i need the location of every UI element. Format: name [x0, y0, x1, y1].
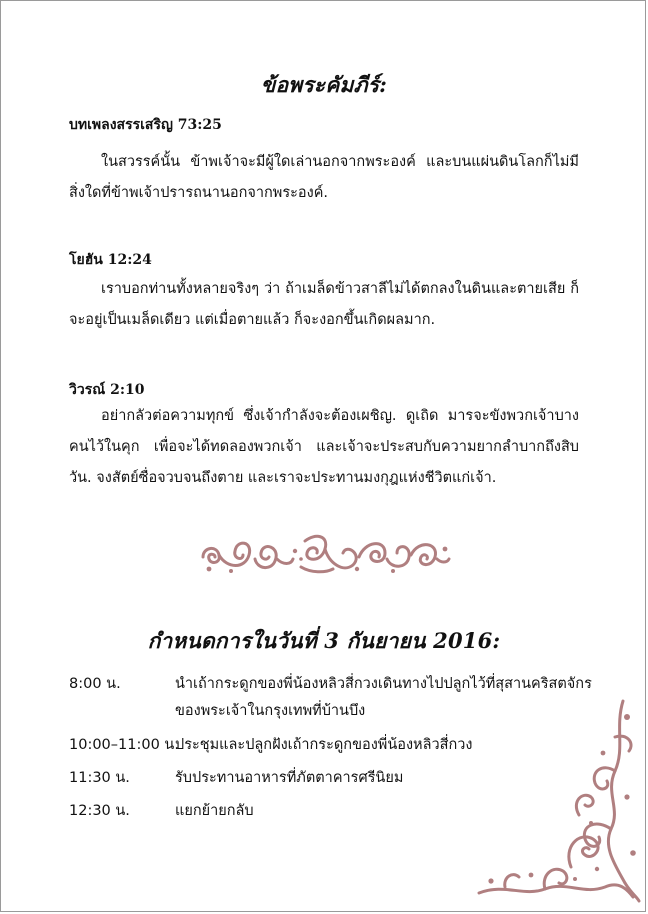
scripture-text: อย่ากลัวต่อความทุกข์ ซึ่งเจ้ากำลังจะต้องเผชิญ. ดูเถิด มารจะขังพวกเจ้าบางคนไว้ในคุก เพื่อจะได้ทดลองพวกเจ้า และเจ้าจะประสบกับความยากลำบากถึงสิบวัน. จงสัตย์ซื่อจวบจนถึงตาย และเราจะประทานมงกุฎแห่งชีวิตแก่เจ้า. [69, 408, 579, 486]
scroll-flourish-ornament-icon [197, 529, 453, 579]
schedule-activity: แยกย้ายกลับ [175, 803, 254, 819]
scripture-reference: บทเพลงสรรเสริญ 73:25 [69, 117, 222, 133]
schedule-time: 8:00 น. [69, 676, 121, 692]
scripture-text: เราบอกท่านทั้งหลายจริงๆ ว่า ถ้าเมล็ดข้าวสาลีไม่ได้ตกลงในดินและตายเสีย ก็จะอยู่เป็นเมล็ดเดียว แต่เมื่อตายแล้ว ก็จะงอกขึ้นเกิดผลมาก. [69, 281, 579, 328]
scripture-reference: วิวรณ์ 2:10 [69, 382, 145, 398]
scripture-text: ในสวรรค์นั้น ข้าพเจ้าจะมีผู้ใดเล่านอกจากพระองค์ และบนแผ่นดินโลกก็ไม่มีสิ่งใดที่ข้าพเจ้าปรารถนานอกจากพระองค์. [69, 154, 579, 201]
schedule-activity: นำเถ้ากระดูกของพี่น้องหลิวสี่กวงเดินทางไปปลูกไว้ที่สุสานคริสตจักรของพระเจ้าในกรุงเทพที่บ้านบึง [175, 676, 592, 719]
schedule-activity: ประชุมและปลูกฝังเถ้ากระดูกของพี่น้องหลิวสี่กวง [175, 737, 473, 753]
schedule-activity: รับประทานอาหารที่ภัตตาคารศรีนิยม [175, 770, 404, 786]
schedule-heading: กำหนดการในวันที่ 3 กันยายน 2016: [147, 628, 501, 653]
schedule-time: 11:30 น. [69, 770, 130, 786]
scripture-heading: ข้อพระคัมภีร์: [260, 72, 388, 97]
corner-flourish-ornament-icon [475, 697, 641, 907]
schedule-time: 12:30 น. [69, 803, 130, 819]
scripture-reference: โยฮัน 12:24 [69, 252, 152, 268]
schedule-time: 10:00–11:00 น. [69, 737, 179, 753]
